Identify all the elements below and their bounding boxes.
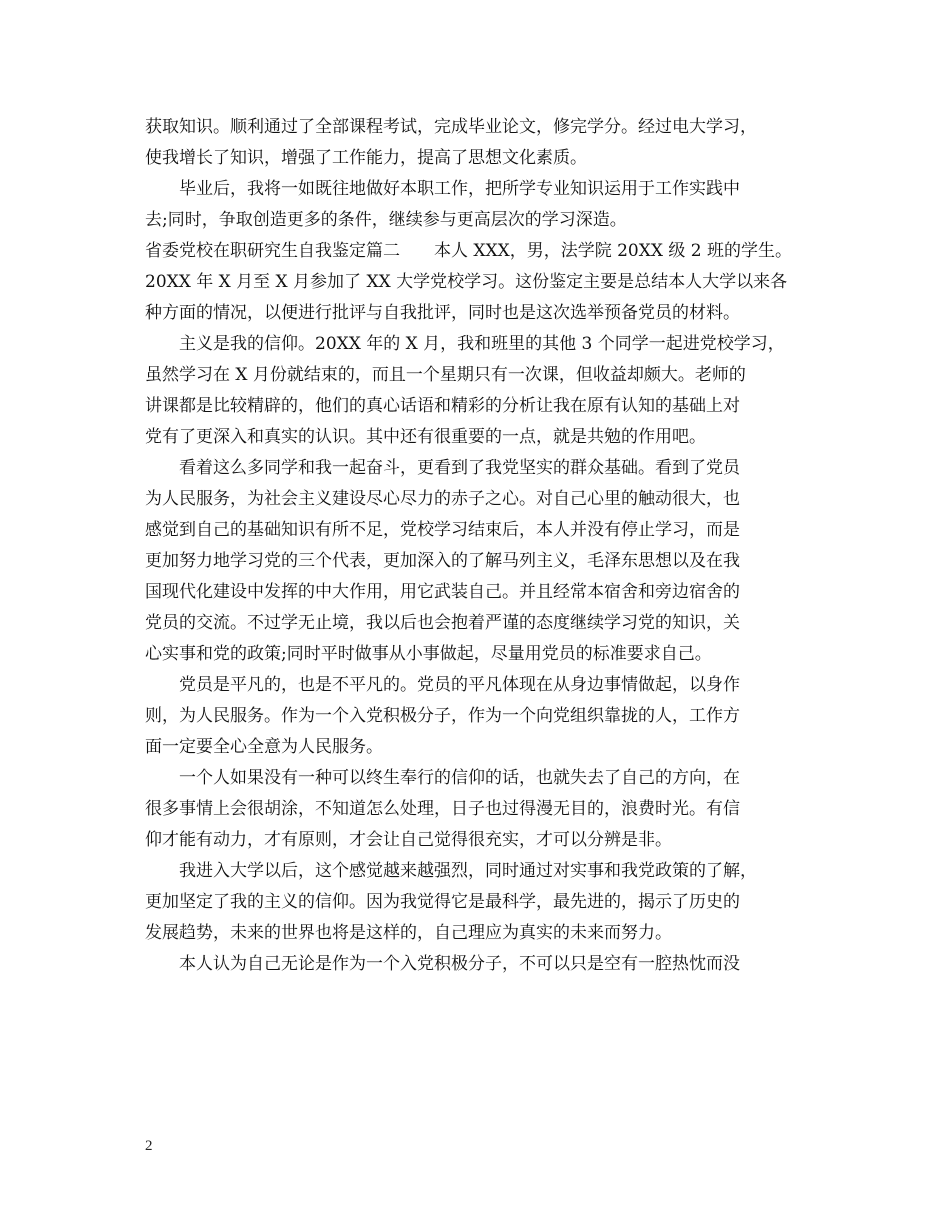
text-line: 仰才能有动力，才有原则，才会让自己觉得很充实，才可以分辨是非。: [145, 830, 672, 850]
text-line: 获取知识。顺利通过了全部课程考试，完成毕业论文，修完学分。经过电大学习，: [145, 117, 757, 137]
document-body: [145, 112, 825, 980]
text-line: 本人认为自己无论是作为一个入党积极分子，不可以只是空有一腔热忱而没: [179, 954, 740, 974]
text-line: 心实事和党的政策;同时平时做事从小事做起，尽量用党员的标准要求自己。: [145, 644, 712, 664]
text-line: 党员的交流。不过学无止境，我以后也会抱着严谨的态度继续学习党的知识，关: [145, 613, 740, 633]
text-line: 更加坚定了我的主义的信仰。因为我觉得它是最科学，最先进的，揭示了历史的: [145, 892, 740, 912]
text-line: 我进入大学以后，这个感觉越来越强烈，同时通过对实事和我党政策的了解，: [179, 861, 757, 881]
text-line: 党有了更深入和真实的认识。其中还有很重要的一点，就是共勉的作用吧。: [145, 427, 706, 447]
page-number: 2: [145, 1138, 153, 1154]
text-line: 则，为人民服务。作为一个入党积极分子，作为一个向党组织靠拢的人，工作方: [145, 706, 740, 726]
text-line: 使我增长了知识，增强了工作能力，提高了思想文化素质。: [145, 148, 587, 168]
text-line: 虽然学习在 X 月份就结束的，而且一个星期只有一次课，但收益却颇大。老师的: [145, 365, 746, 385]
text-line: 毕业后，我将一如既往地做好本职工作，把所学专业知识运用于工作实践中: [179, 179, 740, 199]
text-line: 国现代化建设中发挥的中大作用，用它武装自己。并且经常本宿舍和旁边宿舍的: [145, 582, 740, 602]
text-line: 党员是平凡的，也是不平凡的。党员的平凡体现在从身边事情做起，以身作: [179, 675, 740, 695]
text-line: 更加努力地学习党的三个代表，更加深入的了解马列主义，毛泽东思想以及在我: [145, 551, 740, 571]
text-line: 面一定要全心全意为人民服务。: [145, 737, 383, 757]
text-line: 发展趋势，未来的世界也将是这样的，自己理应为真实的未来而努力。: [145, 923, 672, 943]
text-line: 主义是我的信仰。20XX 年的 X 月，我和班里的其他 3 个同学一起进党校学习，: [179, 334, 785, 354]
text-line: 为人民服务，为社会主义建设尽心尽力的赤子之心。对自己心里的触动很大，也: [145, 489, 740, 509]
text-line: 种方面的情况，以便进行批评与自我批评，同时也是这次选举预备党员的材料。: [145, 303, 740, 323]
text-line: 讲课都是比较精辟的，他们的真心话语和精彩的分析让我在原有认知的基础上对: [145, 396, 740, 416]
text-line: 很多事情上会很胡涂，不知道怎么处理，日子也过得漫无目的，浪费时光。有信: [145, 799, 740, 819]
text-line: 感觉到自己的基础知识有所不足，党校学习结束后，本人并没有停止学习，而是: [145, 520, 740, 540]
text-line: 20XX 年 X 月至 X 月参加了 XX 大学党校学习。这份鉴定主要是总结本人大学以来各: [145, 272, 788, 292]
text-line: 看着这么多同学和我一起奋斗，更看到了我党坚实的群众基础。看到了党员: [179, 458, 740, 478]
text-line: 省委党校在职研究生自我鉴定篇二 本人 XXX，男，法学院 20XX 级 2 班的学生。: [145, 241, 792, 261]
text-line: 一个人如果没有一种可以终生奉行的信仰的话，也就失去了自己的方向，在: [179, 768, 740, 788]
text-line: 去;同时，争取创造更多的条件，继续参与更高层次的学习深造。: [145, 210, 627, 230]
